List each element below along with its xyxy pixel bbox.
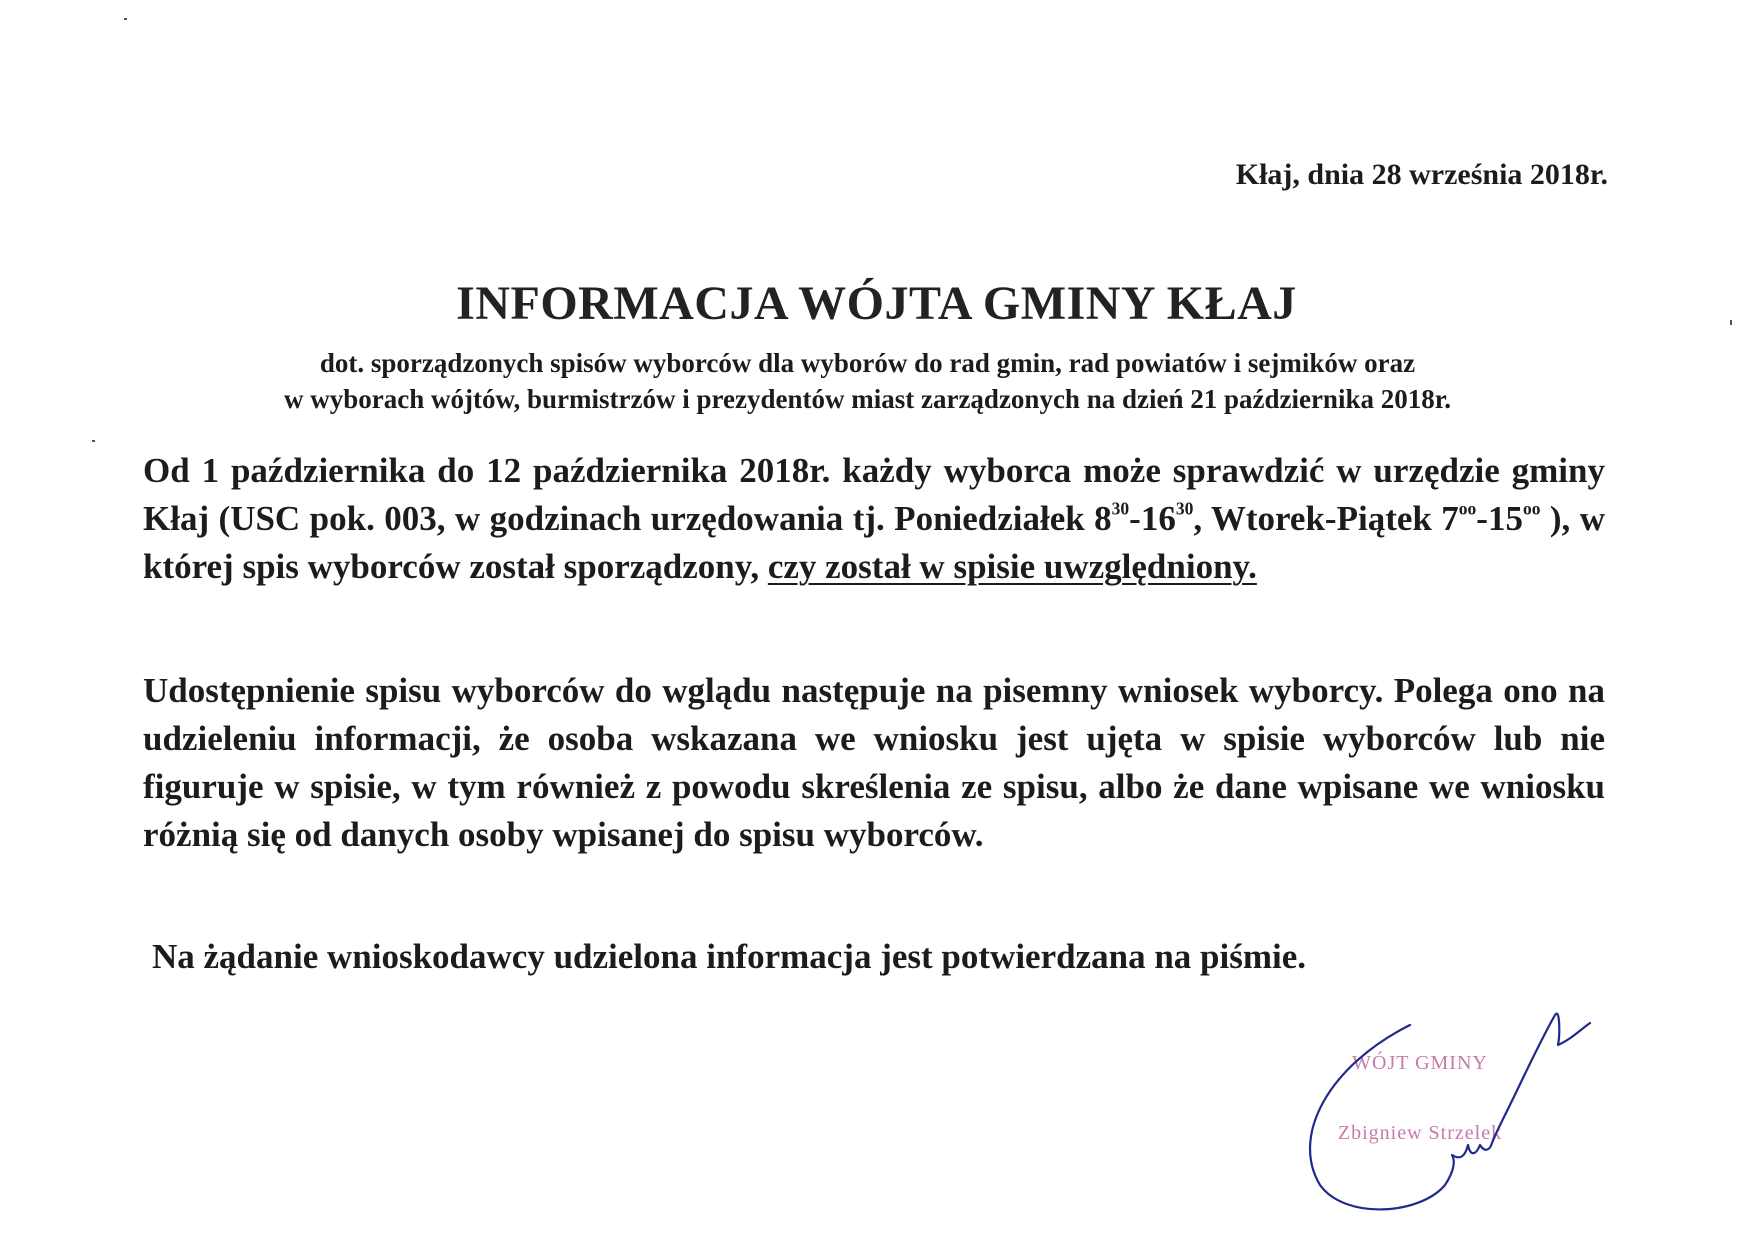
monday-start-hour: 8 (1094, 499, 1112, 538)
monday-start-minutes: 30 (1111, 498, 1130, 519)
stamp-name: Zbigniew Strzelek (1337, 1122, 1503, 1144)
monday-end-hour: 16 (1140, 499, 1176, 538)
weekday-end-hour: 15 (1487, 499, 1523, 538)
subtitle-line-2: w wyborach wójtów, burmistrzów i prezydentów miast zarządzonych na dzień 21 października 2018r. (284, 384, 1451, 414)
scan-speck (124, 18, 127, 20)
underlined-phrase: czy został w spisie uwzględniony. (767, 547, 1257, 586)
weekday-start-hour: 7 (1441, 499, 1459, 538)
monday-end-minutes: 30 (1175, 498, 1194, 519)
weekday-start-minutes: oo (1458, 498, 1477, 519)
document-subtitle (140, 345, 1595, 417)
weekday-hours-separator: - (1476, 499, 1488, 538)
monday-hours-separator: - (1129, 499, 1141, 538)
date-line: Kłaj, dnia 28 września 2018r. (1235, 158, 1608, 191)
document-title: INFORMACJA WÓJTA GMINY KŁAJ (456, 277, 1297, 330)
subtitle-line-1: dot. sporządzonych spisów wyborców dla wyborów do rad gmin, rad powiatów i sejmików oraz (319, 348, 1416, 378)
scan-speck (92, 440, 95, 442)
paragraph1-text-a: Od 1 października do 12 października 2018r. każdy wyborca może sprawdzić w urzędzie gminy Kłaj (USC pok. 003, w godzinach urzędowania tj. Poniedziałek (143, 451, 1605, 538)
handwritten-signature (1270, 985, 1610, 1225)
paragraph-access-info: Udostępnienie spisu wyborców do wglądu następuje na pisemny wniosek wyborcy. Polega ono na udzieleniu informacji, że osoba wskazana we wniosku jest ujęta w spisie wyborców lub nie figuruje w spisie, w tym również z powodu skreślenia ze spisu, albo że dane wpisane we wniosku różnią się od danych osoby wpisanej do spisu wyborców. (143, 671, 1605, 854)
paragraph1-text-b: , Wtorek-Piątek (1193, 499, 1442, 538)
paragraph-confirmation: Na żądanie wnioskodawcy udzielona informacja jest potwierdzana na piśmie. (152, 937, 1307, 976)
paragraph-office-hours (143, 447, 1605, 591)
weekday-end-minutes: oo (1522, 498, 1541, 519)
scan-speck (1730, 320, 1732, 325)
stamp-title: WÓJT GMINY (1352, 1052, 1488, 1074)
paragraph1-text-c: ), w której spis wyborców został sporządzony, (143, 499, 1605, 586)
